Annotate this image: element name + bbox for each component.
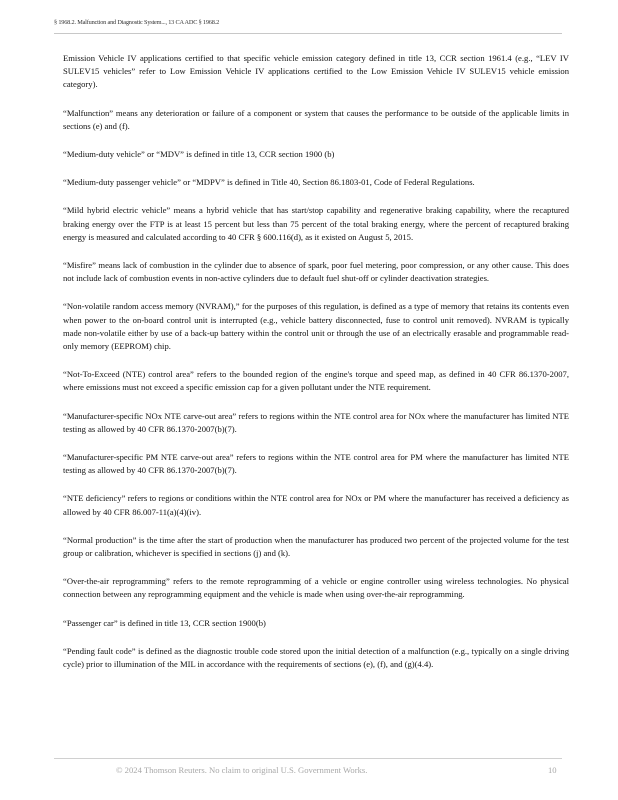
definition-mild-hybrid: “Mild hybrid electric vehicle” means a hybrid vehicle that has start/stop capability and regenerative braking capability, where the recaptured braking energy over the FTP is at least 15 percent but less than 75 percent of the total braking energy, where the percent of recaptured braking energy is measured and calculated according to 40 CFR § 600.116(d), as it existed on August 5, 2015. (63, 205, 569, 242)
definition-ota-reprogramming: “Over-the-air reprogramming” refers to the remote reprogramming of a vehicle or engine controller using wireless technologies. No physical connection between any reprogramming equipment and the vehicle is made when using over-the-air reprogramming. (63, 576, 569, 600)
paragraph-lev-iv-continuation: Emission Vehicle IV applications certified to that specific vehicle emission category defined in title 13, CCR section 1961.4 (e.g., “LEV IV SULEV15 vehicles” refer to Low Emission Vehicle IV applications certified to the Low Emission Vehicle IV SULEV15 vehicle emission category). (63, 53, 569, 90)
definition-medium-duty-vehicle: “Medium-duty vehicle” or “MDV” is defined in title 13, CCR section 1900 (b) (63, 149, 335, 160)
definition-misfire: “Misfire” means lack of combustion in the cylinder due to absence of spark, poor fuel metering, poor compression, or any other cause. This does not include lack of combustion events in non-active cylinders due to default fuel shut-off or cylinder deactivation strategies. (63, 260, 569, 284)
definition-malfunction: “Malfunction” means any deterioration or failure of a component or system that causes the performance to be outside of the applicable limits in sections (e) and (f). (63, 107, 569, 131)
page-number: 10 (548, 765, 557, 775)
definition-normal-production: “Normal production” is the time after the start of production when the manufacturer has produced two percent of the projected volume for the test group or calibration, whichever is specified in sections (j) and (k). (63, 534, 569, 559)
running-header: § 1968.2. Malfunction and Diagnostic System..., 13 CA ADC § 1968.2 (54, 19, 220, 26)
definition-mdpv: “Medium-duty passenger vehicle” or “MDPV” is defined in Title 40, Section 86.1803-01, Code of Federal Regulations. (63, 177, 475, 188)
definition-nvram: “Non-volatile random access memory (NVRAM),” for the purposes of this regulation, is defined as a type of memory that retains its contents even when power to the on-board control unit is interrupted (e.g., vehicle battery disconnected, fuse to control unit removed). NVRAM is typically made non-volatile either by use of a back-up battery within the control unit or through the use of an electrically erasable and programmable read-only memory (EEPROM) chip. (63, 301, 569, 352)
document-body (63, 52, 569, 686)
definition-nte-deficiency: “NTE deficiency” refers to regions or conditions within the NTE control area for NOx or PM where the manufacturer has received a deficiency as allowed by 40 CFR 86.007-11(a)(4)(iv). (63, 493, 569, 517)
definition-nte-control-area: “Not-To-Exceed (NTE) control area” refers to the bounded region of the engine's torque and speed map, as defined in 40 CFR 86.1370-2007, where emissions must not exceed a specific emission cap for a given pollutant under the NTE requirement. (63, 369, 569, 393)
definition-passenger-car: “Passenger car” is defined in title 13, CCR section 1900(b) (63, 617, 266, 628)
copyright-notice: © 2024 Thomson Reuters. No claim to original U.S. Government Works. (116, 765, 368, 775)
definition-pm-nte-carve-out: “Manufacturer-specific PM NTE carve-out area” refers to regions within the NTE control area for PM where the manufacturer has limited NTE testing as allowed by 40 CFR 86.1370-2007(b)(7). (63, 452, 569, 476)
definition-nox-nte-carve-out: “Manufacturer-specific NOx NTE carve-out area” refers to regions within the NTE control area for NOx where the manufacturer has limited NTE testing as allowed by 40 CFR 86.1370-2007(b)(7). (63, 410, 569, 434)
definition-pending-fault-code: “Pending fault code” is defined as the diagnostic trouble code stored upon the initial detection of a malfunction (e.g., typically on a single driving cycle) prior to illumination of the MIL in accordance with the requirements of sections (e), (f), and (g)(4.4). (63, 645, 569, 670)
footer-divider (54, 758, 562, 759)
header-divider (54, 33, 562, 34)
